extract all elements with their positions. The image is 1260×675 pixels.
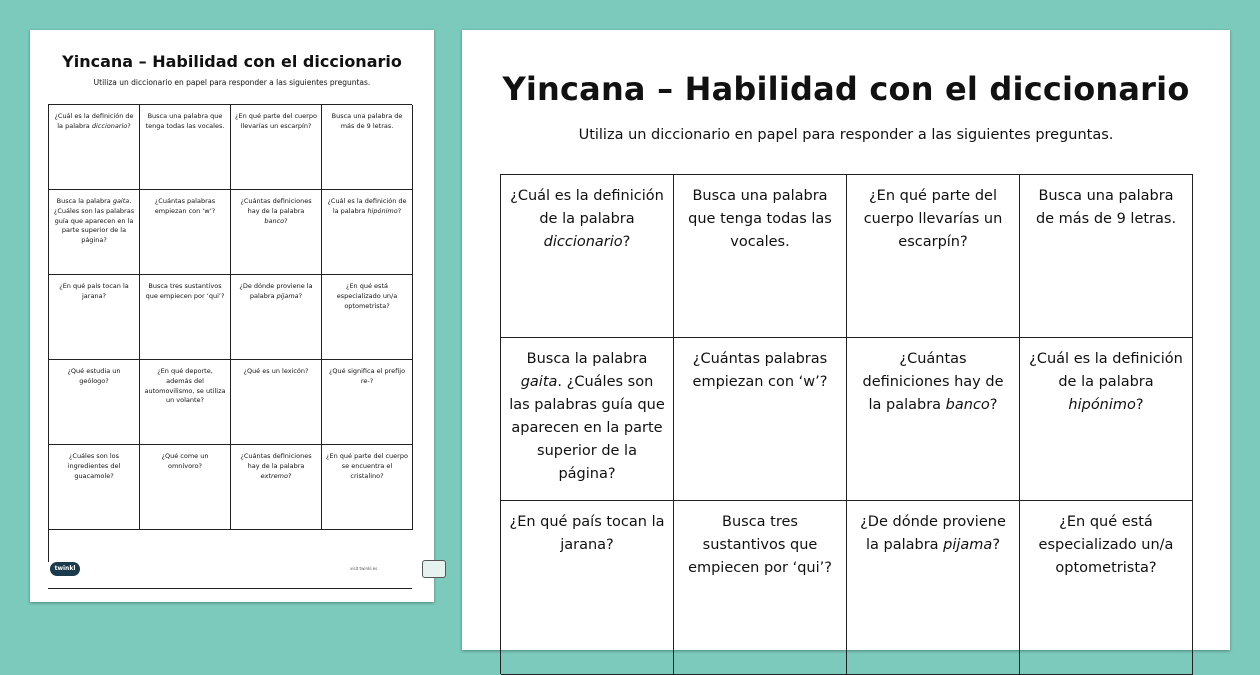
question-keyword: pijama	[943, 537, 993, 553]
question-text: ¿Cuáles son los ingredientes del guacamole?	[67, 452, 121, 480]
preview-title: Yincana – Habilidad con el diccionario	[62, 52, 402, 71]
main-question-cell	[674, 501, 847, 675]
question-text: ¿Qué come un omnívoro?	[161, 452, 209, 470]
question-text: Busca tres sustantivos que empiecen por ‘qui’?	[145, 282, 225, 300]
preview-question-grid	[48, 104, 412, 562]
preview-subtitle: Utiliza un diccionario en papel para responder a las siguientes preguntas.	[93, 78, 371, 87]
twinkl-logo-icon: twinkl	[50, 562, 80, 576]
question-text: ¿Cuántas palabras empiezan con ‘w’?	[692, 351, 828, 390]
question-text: ¿Qué es un lexicón?	[243, 367, 309, 375]
question-text: ¿Cuál es la definición de la palabra	[1029, 351, 1183, 390]
question-keyword: banco	[945, 397, 990, 413]
preview-question-cell	[140, 445, 231, 530]
question-keyword: gaita	[112, 197, 130, 205]
main-question-cell	[674, 175, 847, 338]
question-keyword: diccionario	[91, 121, 128, 130]
question-text: Busca la palabra	[526, 351, 648, 367]
main-question-cell	[501, 175, 674, 338]
question-text: ¿En qué está especializado un/a optometrista?	[1038, 514, 1174, 576]
preview-question-cell	[322, 445, 413, 530]
question-text: ¿Cuántas definiciones hay de la palabra	[240, 197, 312, 215]
question-text: ¿En qué deporte, además del automovilismo, se utiliza un volante?	[144, 367, 226, 405]
question-text: Busca una palabra que tenga todas las vocales.	[688, 188, 832, 250]
question-text: ¿Qué significa el prefijo	[328, 367, 406, 375]
main-question-cell	[1020, 175, 1193, 338]
main-question-cell	[1020, 501, 1193, 675]
question-text-end: ?	[298, 291, 303, 300]
question-text: ¿De dónde proviene la palabra	[239, 282, 313, 300]
question-text: Busca una palabra de más de 9 letras.	[331, 112, 403, 130]
main-question-cell	[847, 501, 1020, 675]
preview-question-cell	[49, 275, 140, 360]
question-text: ¿Cuántas definiciones hay de la palabra	[240, 452, 312, 470]
preview-question-cell	[231, 445, 322, 530]
question-text: ¿Cuál es la definición de la palabra	[54, 112, 134, 130]
question-text: Busca la palabra	[56, 197, 113, 205]
question-text-end: ?	[369, 376, 374, 385]
preview-question-cell	[231, 360, 322, 445]
question-keyword: hipónimo	[367, 206, 398, 215]
worksheet-title: Yincana – Habilidad con el diccionario	[502, 70, 1190, 108]
question-text-end: ?	[127, 121, 131, 130]
question-keyword: banco	[264, 216, 285, 225]
question-text-end: ?	[284, 216, 288, 225]
question-text-end: . ¿Cuáles son las palabras guía que aparecen en la parte superior de la página?	[53, 197, 135, 244]
question-text: ¿Cuántas definiciones hay de la palabra	[862, 351, 1004, 413]
question-text: ¿En qué parte del cuerpo llevarías un escarpín?	[863, 188, 1003, 250]
preview-question-cell	[140, 190, 231, 275]
preview-question-cell	[49, 445, 140, 530]
question-text-end: ?	[287, 471, 292, 480]
main-question-cell	[1020, 338, 1193, 501]
preview-question-cell	[322, 105, 413, 190]
preview-question-cell	[49, 360, 140, 445]
question-text: ¿Cuál es la definición de la palabra	[327, 197, 407, 215]
question-text: Busca una palabra que tenga todas las vocales.	[145, 112, 225, 130]
preview-question-cell	[231, 275, 322, 360]
preview-footer-divider	[48, 588, 412, 589]
preview-question-cell	[231, 105, 322, 190]
question-text: ¿Cuál es la definición de la palabra	[510, 188, 664, 227]
question-grid	[500, 174, 1193, 674]
question-text: ¿En qué parte del cuerpo llevarías un escarpín?	[235, 112, 317, 130]
question-text-end: ?	[397, 206, 402, 215]
main-question-cell	[847, 175, 1020, 338]
question-text: ¿Qué estudia un geólogo?	[67, 367, 121, 385]
question-text: ¿En qué está especializado un/a optometrista?	[336, 282, 398, 310]
twinkl-badge-icon	[422, 560, 446, 578]
preview-question-cell	[140, 105, 231, 190]
worksheet-subtitle: Utiliza un diccionario en papel para responder a las siguientes preguntas.	[578, 127, 1114, 143]
preview-question-cell	[140, 360, 231, 445]
main-question-cell	[501, 501, 674, 675]
question-text: ¿Cuántas palabras empiezan con ‘w’?	[154, 197, 216, 215]
main-question-cell	[847, 338, 1020, 501]
main-question-cell	[501, 338, 674, 501]
question-text: Busca una palabra de más de 9 letras.	[1035, 188, 1177, 227]
question-text: ¿De dónde proviene la palabra	[860, 514, 1006, 553]
question-text: ¿En qué país tocan la jarana?	[59, 282, 129, 300]
worksheet-main	[462, 30, 1230, 650]
question-keyword: pijama	[276, 291, 299, 300]
question-text: ¿En qué país tocan la jarana?	[509, 514, 665, 553]
preview-question-cell	[322, 275, 413, 360]
question-keyword: gaita	[520, 374, 558, 390]
question-keyword: re-	[360, 376, 370, 385]
preview-question-cell	[49, 105, 140, 190]
worksheet-preview-thumbnail	[30, 30, 434, 602]
question-text-end: ?	[622, 234, 631, 250]
question-text: Busca tres sustantivos que empiecen por ‘qui’?	[688, 514, 832, 576]
question-keyword: extremo	[260, 471, 288, 480]
question-keyword: hipónimo	[1068, 397, 1136, 413]
question-text-end: ?	[1135, 397, 1144, 413]
question-keyword: diccionario	[543, 234, 623, 250]
main-question-cell	[674, 338, 847, 501]
preview-footer-credit: visit twinkl.es	[350, 566, 378, 571]
question-text-end: . ¿Cuáles son las palabras guía que aparecen en la parte superior de la página?	[509, 374, 665, 482]
question-text-end: ?	[989, 397, 998, 413]
preview-question-cell	[322, 360, 413, 445]
question-text-end: ?	[992, 537, 1001, 553]
question-text: ¿En qué parte del cuerpo se encuentra el cristalino?	[326, 452, 408, 480]
preview-question-cell	[140, 275, 231, 360]
preview-question-cell	[322, 190, 413, 275]
preview-question-cell	[231, 190, 322, 275]
preview-question-cell	[49, 190, 140, 275]
